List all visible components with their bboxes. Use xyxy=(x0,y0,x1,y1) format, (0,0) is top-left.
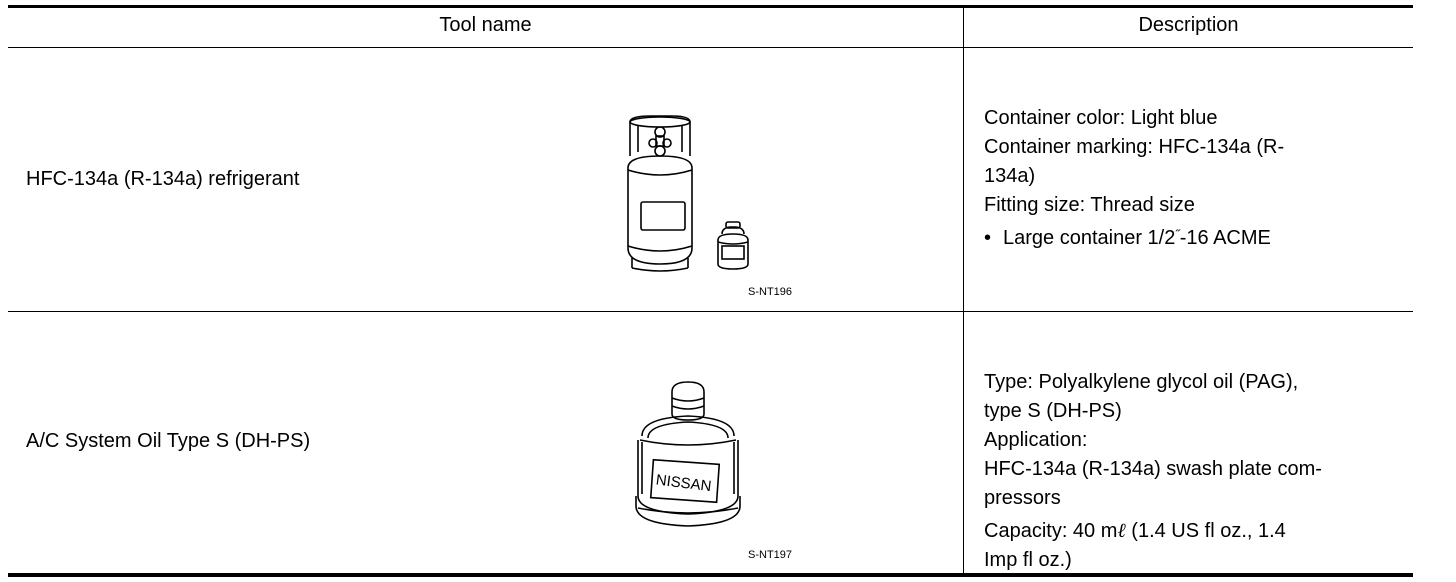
inch-mark: ˝ xyxy=(1175,227,1180,242)
column-divider xyxy=(963,8,964,574)
desc-line: 134a) xyxy=(984,165,1036,187)
header-tool-name: Tool name xyxy=(439,14,532,36)
desc-line: pressors xyxy=(984,487,1061,509)
bullet-dot: • xyxy=(984,227,992,249)
liter-symbol: ℓ xyxy=(1117,518,1126,542)
capacity-text: Capacity: 40 m xyxy=(984,520,1118,542)
bullet-text xyxy=(1003,224,1271,253)
capacity-text-b: (1.4 US fl oz., 1.4 xyxy=(1125,520,1286,542)
description-oil xyxy=(984,368,1384,575)
refrigerant-cylinder-illustration xyxy=(610,108,760,278)
desc-line: Container color: Light blue xyxy=(984,107,1218,129)
desc-line: Type: Polyalkylene glycol oil (PAG), xyxy=(984,371,1299,393)
description-refrigerant xyxy=(984,104,1384,253)
desc-line: Container marking: HFC-134a (R- xyxy=(984,136,1285,158)
desc-line: HFC-134a (R-134a) swash plate com- xyxy=(984,458,1322,480)
tool-name-oil: A/C System Oil Type S (DH-PS) xyxy=(26,430,311,452)
desc-line: Imp fl oz.) xyxy=(984,549,1072,571)
tool-name-refrigerant: HFC-134a (R-134a) refrigerant xyxy=(26,168,300,190)
figure-code: S-NT196 xyxy=(748,286,793,298)
figure-code: S-NT197 xyxy=(748,549,793,561)
header-rule xyxy=(8,47,1413,48)
desc-line: Application: xyxy=(984,429,1088,451)
bullet-text-b: -16 ACME xyxy=(1179,227,1271,249)
table-top-rule xyxy=(8,5,1413,8)
desc-line: Fitting size: Thread size xyxy=(984,194,1195,216)
row-divider xyxy=(8,311,1413,312)
bullet-text-a: Large container 1/2 xyxy=(1003,227,1176,249)
oil-bottle-illustration xyxy=(628,378,758,543)
bullet-item xyxy=(984,224,1384,253)
oil-label-text: NISSAN xyxy=(654,471,713,496)
header-description: Description xyxy=(1138,14,1239,36)
desc-line: type S (DH-PS) xyxy=(984,400,1122,422)
capacity-line xyxy=(984,516,1384,546)
